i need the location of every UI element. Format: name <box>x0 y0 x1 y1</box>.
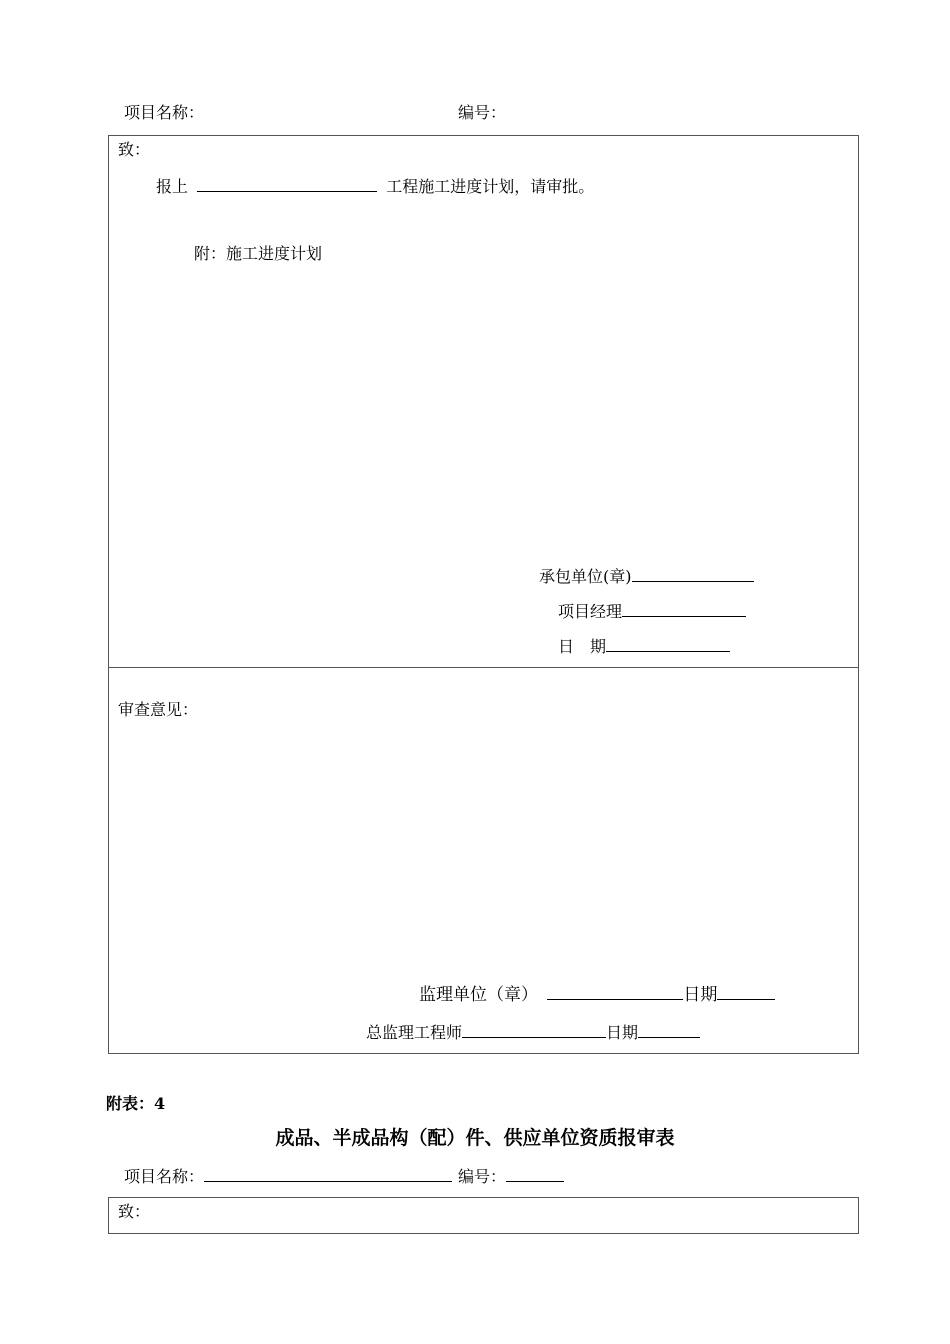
date-line <box>558 635 730 657</box>
appendix-project-name-label: 项目名称： <box>124 1167 205 1186</box>
appendix-number-blank[interactable] <box>506 1165 564 1182</box>
appendix-number-label: 编号： <box>458 1167 507 1186</box>
chief-engineer-label: 总监理工程师 <box>366 1023 463 1042</box>
form-divider <box>108 667 859 668</box>
pm-label: 项目经理 <box>558 602 623 621</box>
appendix-project-line <box>124 1165 452 1187</box>
project-blank[interactable] <box>197 175 377 192</box>
chief-date-blank[interactable] <box>638 1021 700 1038</box>
contractor-label: 承包单位(章) <box>539 567 632 586</box>
report-prefix: 报上 <box>156 177 189 196</box>
attachment-text: 附：施工进度计划 <box>194 244 323 263</box>
supervisor-unit-label: 监理单位（章） <box>419 985 538 1005</box>
supervisor-date-blank[interactable] <box>717 983 775 1000</box>
appendix-label: 附表：4 <box>106 1094 166 1113</box>
chief-date-label: 日期 <box>606 1023 639 1042</box>
date-blank[interactable] <box>606 635 730 652</box>
supervisor-line <box>419 983 775 1006</box>
review-label: 审查意见： <box>118 700 199 719</box>
report-suffix: 工程施工进度计划，请审批。 <box>386 177 595 196</box>
date-label: 日 期 <box>558 637 607 656</box>
appendix-to-label: 致： <box>118 1202 151 1221</box>
progress-plan-form <box>108 135 859 1054</box>
pm-line <box>558 600 746 622</box>
pm-blank[interactable] <box>622 600 746 617</box>
to-label: 致： <box>118 140 151 159</box>
appendix-project-blank[interactable] <box>204 1165 452 1182</box>
appendix-form-box <box>108 1197 859 1234</box>
contractor-blank[interactable] <box>632 565 754 582</box>
project-name-label: 项目名称： <box>124 103 205 122</box>
supervisor-date-label: 日期 <box>683 985 718 1005</box>
contractor-line <box>539 565 754 587</box>
chief-engineer-line <box>366 1021 700 1043</box>
appendix-title: 成品、半成品构（配）件、供应单位资质报审表 <box>275 1127 675 1149</box>
chief-engineer-blank[interactable] <box>462 1021 606 1038</box>
report-line <box>156 175 594 197</box>
supervisor-unit-blank[interactable] <box>547 983 683 1000</box>
appendix-number-line <box>458 1165 564 1187</box>
number-label: 编号： <box>458 103 507 122</box>
